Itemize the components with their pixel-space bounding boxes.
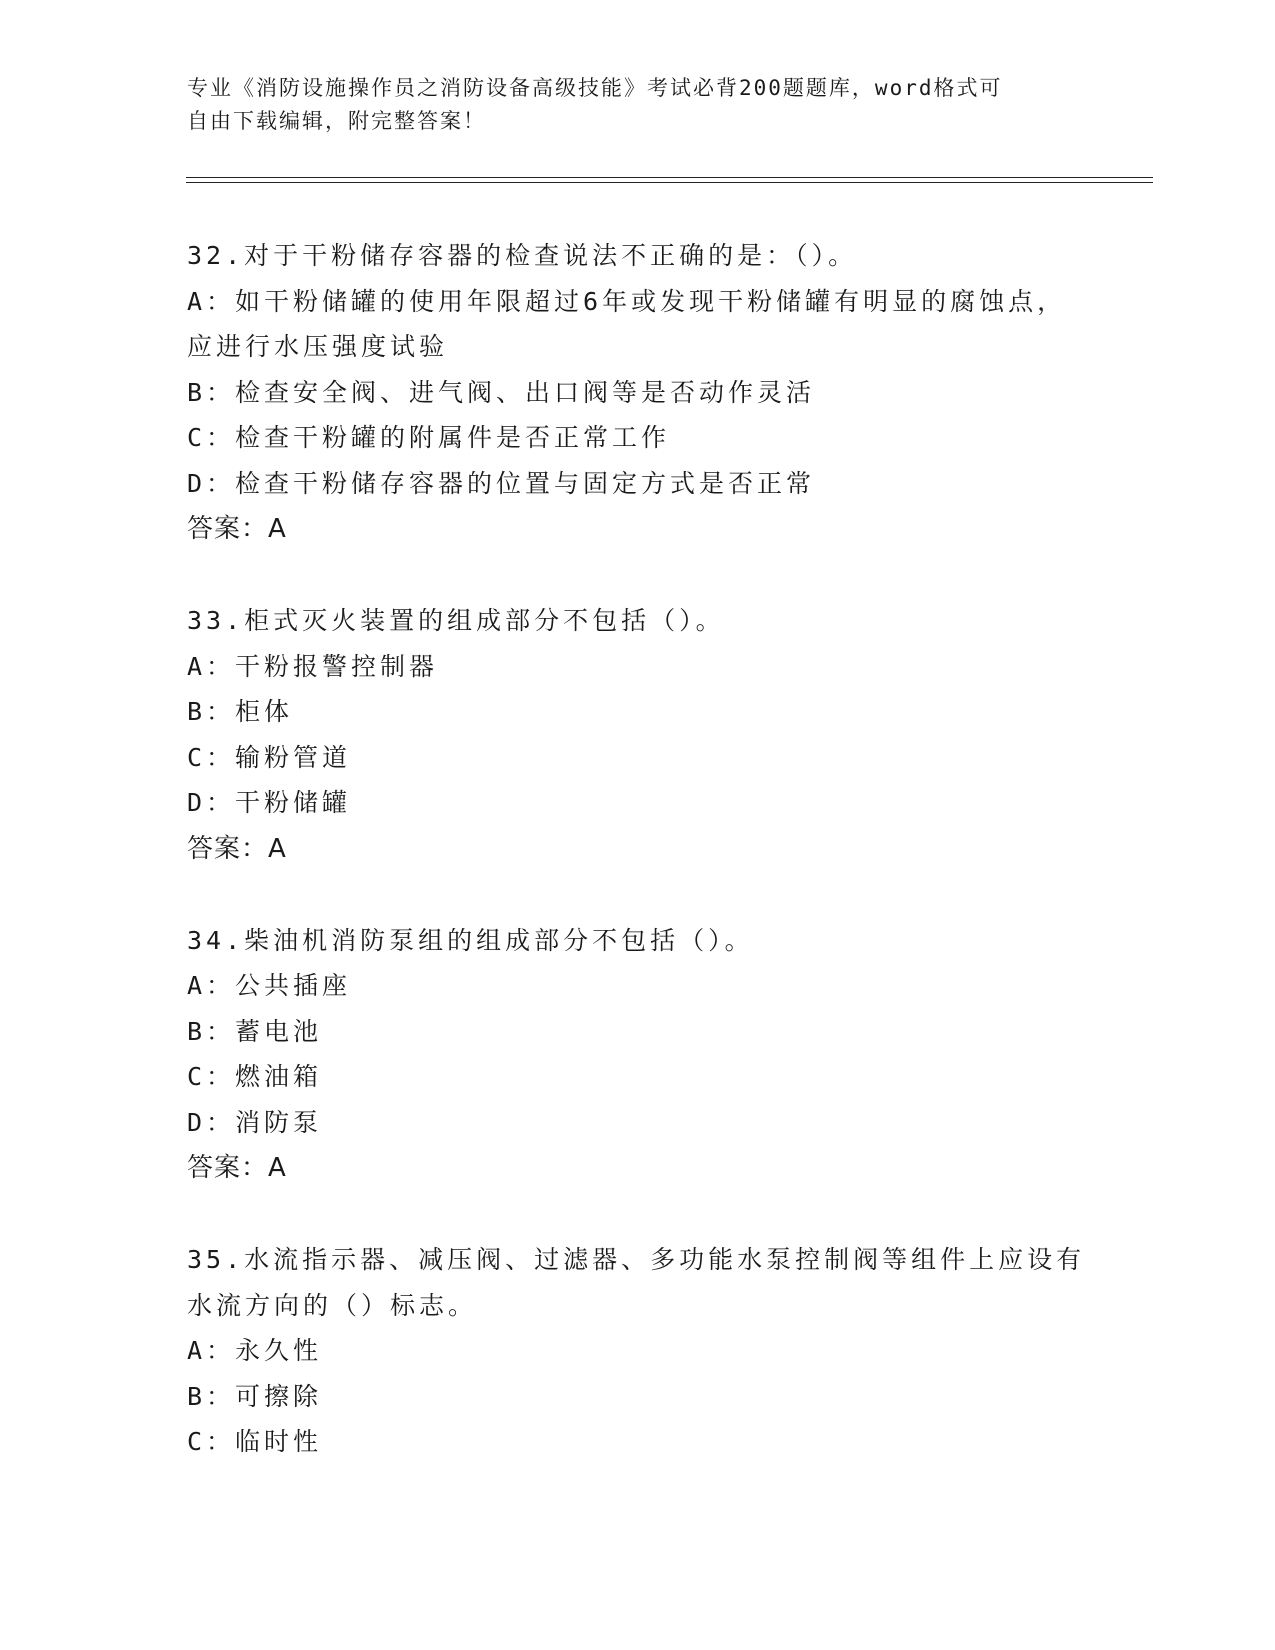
option-a: A：永久性 <box>187 1336 323 1365</box>
option-a-continued: 应进行水压强度试验 <box>187 332 449 361</box>
option-b: B：检查安全阀、进气阀、出口阀等是否动作灵活 <box>187 377 816 407</box>
question-stem: 34.柴油机消防泵组的组成部分不包括（）。 <box>187 925 754 955</box>
option-c: C：燃油箱 <box>187 1062 323 1091</box>
question-stem-continued: 水流方向的（）标志。 <box>187 1290 478 1320</box>
question-32 <box>187 233 1087 552</box>
option-c: C：检查干粉罐的附属件是否正常工作 <box>187 423 671 452</box>
question-stem: 35.水流指示器、减压阀、过滤器、多功能水泵控制阀等组件上应设有 <box>187 1245 1086 1274</box>
question-stem: 32.对于干粉储存容器的检查说法不正确的是：（）。 <box>187 241 858 270</box>
question-33 <box>187 598 1087 872</box>
question-34 <box>187 918 1087 1192</box>
option-c: C：临时性 <box>187 1427 323 1456</box>
option-b: B：柜体 <box>187 697 294 726</box>
option-a: A：如干粉储罐的使用年限超过6年或发现干粉储罐有明显的腐蚀点， <box>187 286 1067 316</box>
header-line-2: 自由下载编辑，附完整答案！ <box>187 109 486 133</box>
header-divider-top <box>186 177 1153 178</box>
option-b: B：蓄电池 <box>187 1016 323 1046</box>
option-a: A：干粉报警控制器 <box>187 651 439 681</box>
option-c: C：输粉管道 <box>187 742 352 772</box>
option-a: A：公共插座 <box>187 971 352 1000</box>
option-d: D：干粉储罐 <box>187 788 352 817</box>
option-d: D：消防泵 <box>187 1107 323 1137</box>
question-stem: 33.柜式灭火装置的组成部分不包括（）。 <box>187 606 725 635</box>
answer: 答案：A <box>187 1153 287 1183</box>
answer: 答案：A <box>187 833 287 864</box>
document-header <box>187 72 1067 138</box>
answer: 答案：A <box>187 514 287 544</box>
header-line-1: 专业《消防设施操作员之消防设备高级技能》考试必背200题题库，word格式可 <box>187 76 1003 100</box>
question-35 <box>187 1237 1087 1465</box>
option-d: D：检查干粉储存容器的位置与固定方式是否正常 <box>187 468 816 498</box>
question-list <box>187 233 1087 1511</box>
header-divider-bottom <box>186 182 1153 183</box>
option-b: B：可擦除 <box>187 1381 323 1411</box>
